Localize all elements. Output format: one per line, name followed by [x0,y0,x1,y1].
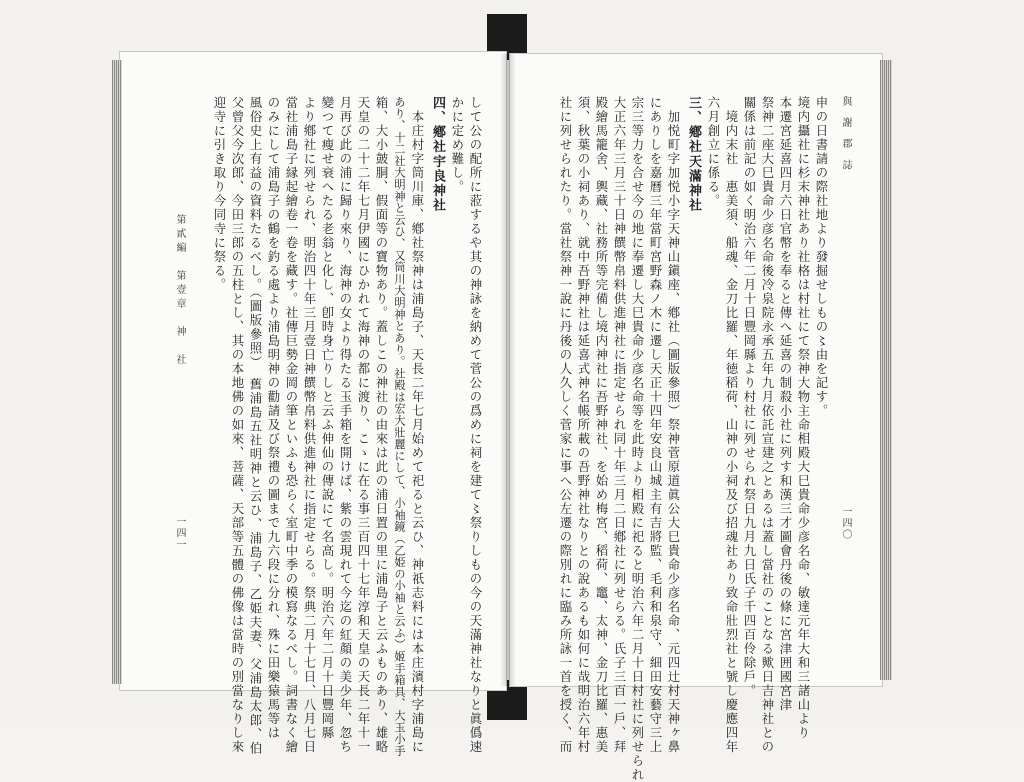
left-page-number: 一四一 [174,516,185,551]
right-text-line: 六月創立に係る。 [706,96,721,208]
right-text-line: 祭神二座大巳貴命少彦名命後冷泉院永承五年九月依託宣建之とあるは蓋し當社のことなる歟日吉神社との [760,96,775,754]
left-page-stack-edge [112,60,122,684]
left-text-line: 天皇の二十二年七月伊國にひかれて海神の都に渡り、こゝに在る事三百四十七年淳和天皇の天長二年十一 [356,96,371,754]
left-text-line: 變つて瘦せ衰へたる老翁と化し、卽時身亡りしと云ふ伸仙の傳說にて名高し。明治六年二月十日豐岡縣 [320,96,335,740]
right-text-line: 社に列せられたり。當社祭神一說に丹後の人久しく菅家に事へ公左遷の際別れに臨み所詠一首を授く、而 [558,96,573,754]
right-text-line: にありしを嘉曆三年當町宮野森ノ木に遷し天正十四年安良山城主有吉將監、毛利和泉守、細田安藝守三上 [648,96,663,754]
right-text-line: 殿繪馬籠舍、輿藏、社務所等完備し境内神社に吾野神社、を始め梅宮、稻荷、竈、太神、金刀比羅、惠美 [594,96,609,754]
right-page-stack-edge [880,60,892,680]
right-page-number: 一四〇 [840,506,851,541]
left-text-line: 箱、大小皷胴、假面等の寶物あり。蓋しこの神社の由來は此の浦日置の里に浦島子と云ふものあり、雄略 [374,96,389,754]
right-text-line: 申の日書請の際社地より發掘せしもの〻由を記す。 [814,96,829,418]
left-text-line: 迎寺に引き取り今同寺に祭る。 [212,96,227,292]
right-text-line: 關係は前記の如く明治六年二月十日豐岡縣より村社に列せられ祭日九月九日氏子千四百伶除戶。 [742,96,757,698]
left-text-line: して公の配所に蒞するや其の神詠を納めて菅公の爲めに祠を建て〻祭りしもの今の天滿神社なりと眞僞速 [468,96,483,754]
left-text-line: あり、十二社大明神と云ひ、又筒川大明神とあり。社殿は宏大壯麗にして、小袖鏡（乙姫の小袖と云ふ）姬手箱具、大玉小手 [393,96,406,757]
right-text-line: 大正六年三月三十日神饌幣帛料供進神社に指定せられ同十年三月二日鄕社に列せらる。氏子三百一戶、拜 [612,96,627,754]
left-text-line: 本庄村字筒川庫、鄕社祭神は浦島子、天長二年七月始めて祀ると云ひ、神祇志料には本庄濱村字浦島に [410,110,425,754]
section-heading-ura: 四、鄕社宇良神社 [430,96,445,213]
right-text-line: 本遷宮延喜四月六日官幣を奉ると傳へ延喜の制殺小社に列す和漢三才圖會丹後の條に宮津囲國宮津 [778,96,793,712]
left-text-line: 月再び此の浦に歸り來り、海神の女より得たる玉手箱を開けば、紫の雲現れて今迄の紅顏の美少年、忽ち [338,96,353,754]
right-text-line: 加悦町字加悦小字天神山鎭座、鄕社（圖版參照）祭神菅原道眞公大巳貴命少彦名命、元四辻村天神ヶ鼻 [666,110,681,754]
left-text-line: かに定め難し。 [450,96,465,194]
left-text-line: 父曾父今次郎、今田三郎の五柱とし、其の本地佛の如來、菩薩、天部等五體の佛像は當時の別當なりし來 [230,96,245,754]
right-text-line: 境内攝社に杉末神社あり社格は村社にて祭神大物主命相殿大巳貴命少彦名命、敏達元年大和三諸山より [796,96,811,740]
left-running-footer: 第貳編 第壹章 神 社 [174,214,185,368]
left-text-line: 風俗史上有益の資料たるべし。（圖版參照） 舊浦島五社明神と云ひ、浦島子、乙姫夫妻、父浦島太郎、伯 [248,96,263,756]
right-text-line: 境内末社 惠美須、船魂、金刀比羅、年徳稻荷、山神の小祠及び招魂社あり致命壯烈社と號し慶應四年 [724,110,739,754]
gutter-shadow [500,54,516,686]
right-text-line: 須、秋葉の小祠あり、就中吾野神社は延喜式神名帳所載の吾野神社なりとの說あるも如何に哉明治六年村 [576,96,591,754]
right-text-line: 宗三等力を合せ今の地に奉遷し大巳貴命少彦名命等を此時より相殿に祀ると明治六年二月十日村社に列せられ [630,96,645,782]
section-heading-tenman: 三、鄕社天滿神社 [686,96,701,213]
left-text-line: のみにして浦島子の鶴を釣る處より浦島明神の勸請及び祭禮の圖まで九六段に分れ、殊に田樂猿馬等は [266,96,281,740]
right-running-header: 與 謝 郡 誌 [840,96,851,174]
left-text-line: より鄕社に列せられ、明治四十年三月壹日神饌幣帛料供進神社に指定せらる。祭典二月十七日、八月七日 [302,96,317,754]
left-text-line: 當社浦島子縁起繪卷一卷を藏す。社傳巨勢金岡の筆といふも恐らく室町中季の模寫なるべし。詞書なく繪 [284,96,299,754]
